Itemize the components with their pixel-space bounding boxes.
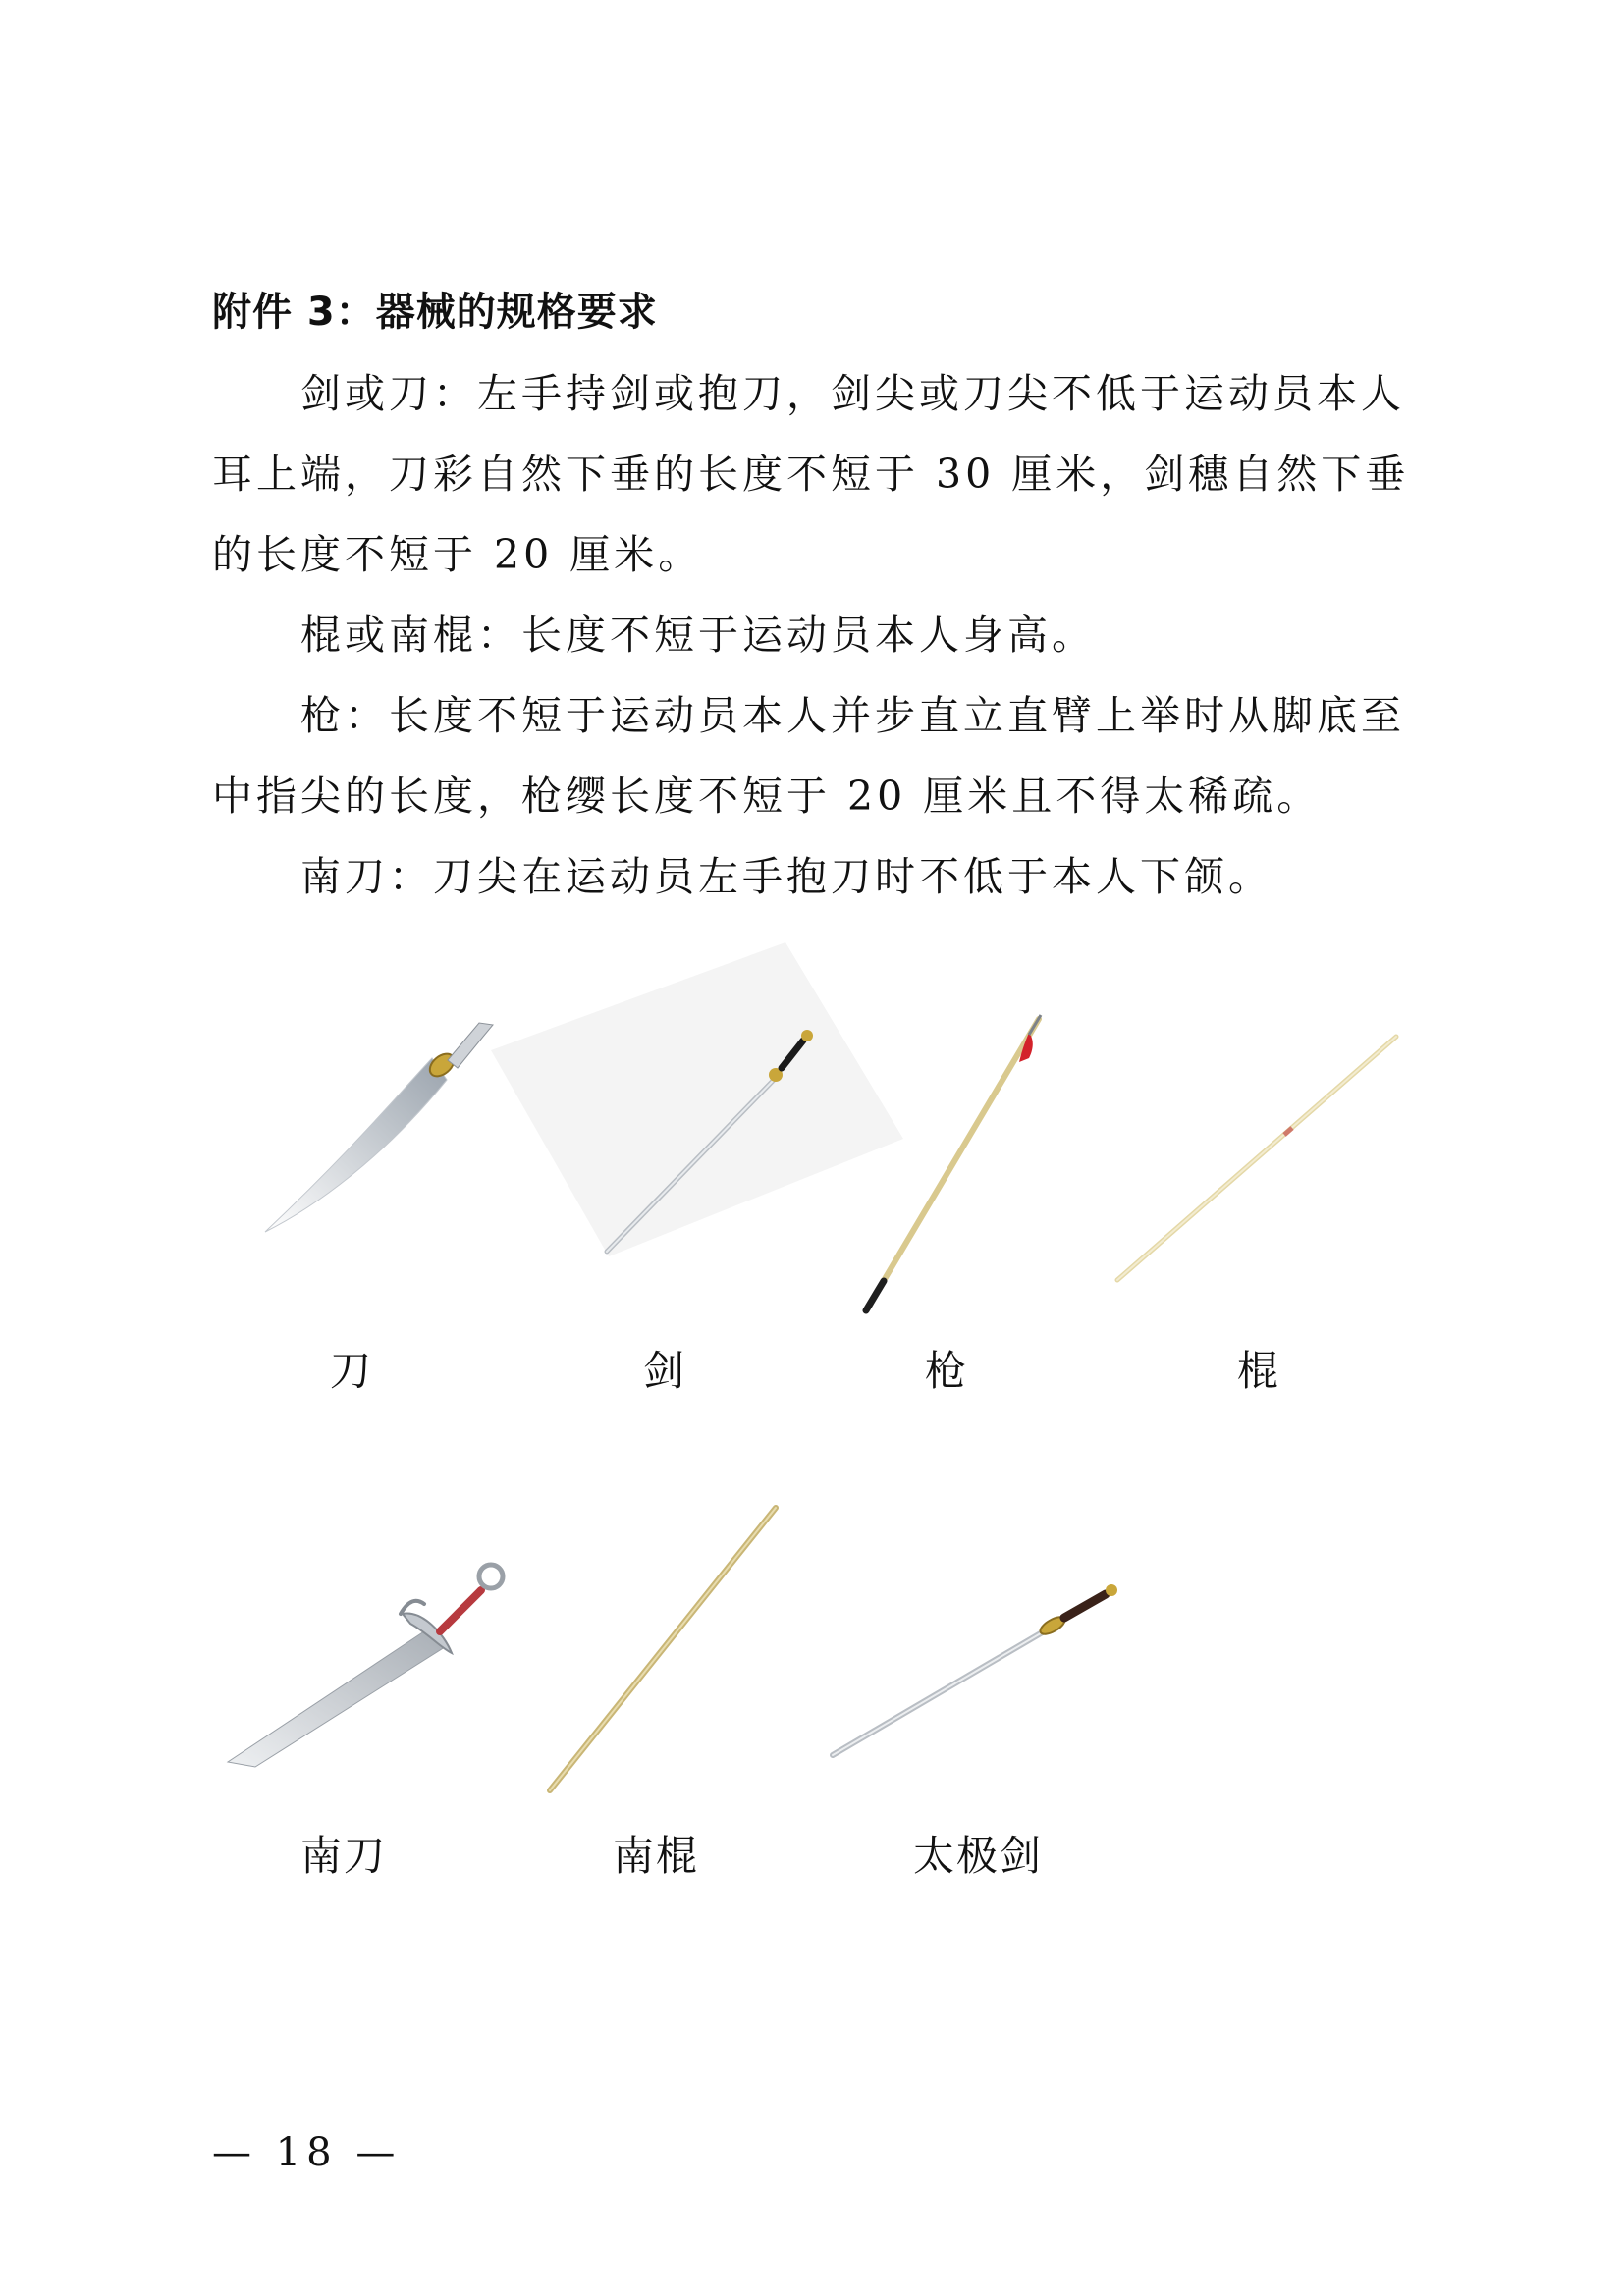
attachment-heading: 附件 3：器械的规格要求 [212, 290, 658, 335]
caption-taiji-sword: 太极剑 [913, 1832, 1044, 1880]
spear-icon [854, 1011, 1051, 1315]
paragraph-southern-broadsword: 南刀：刀尖在运动员左手抱刀时不低于本人下颌。 [300, 853, 1272, 900]
figure-southern-staff [540, 1502, 785, 1796]
caption-broadsword: 刀 [330, 1347, 374, 1395]
southern-staff-icon [540, 1502, 785, 1796]
taiji-sword-icon [825, 1580, 1129, 1767]
paragraph-staff: 棍或南棍：长度不短于运动员本人身高。 [300, 612, 1096, 659]
broadsword-icon [236, 1011, 511, 1266]
caption-straight-sword: 剑 [643, 1347, 687, 1395]
figure-straight-sword [491, 942, 903, 1276]
figure-taiji-sword [825, 1580, 1129, 1767]
caption-southern-staff: 南棍 [613, 1832, 700, 1880]
caption-southern-broadsword: 南刀 [300, 1832, 388, 1880]
figure-spear [854, 1011, 1051, 1315]
southern-broadsword-icon [216, 1551, 520, 1777]
paragraph-spear: 枪：长度不短于运动员本人并步直立直臂上举时从脚底至中指尖的长度，枪缨长度不短于 20 厘米且不得太稀疏。 [212, 692, 1405, 820]
page-number: — 18 — [212, 2130, 402, 2175]
caption-spear: 枪 [925, 1347, 969, 1395]
figure-broadsword [236, 1011, 511, 1266]
paragraph-sword-broadsword: 剑或刀：左手持剑或抱刀，剑尖或刀尖不低于运动员本人耳上端，刀彩自然下垂的长度不短于 30 厘米，剑穗自然下垂的长度不短于 20 厘米。 [212, 370, 1410, 578]
straight-sword-icon [491, 942, 903, 1276]
caption-staff: 棍 [1237, 1347, 1281, 1395]
figure-southern-broadsword [216, 1551, 520, 1777]
staff-icon [1110, 1031, 1404, 1286]
figure-staff [1110, 1031, 1404, 1286]
